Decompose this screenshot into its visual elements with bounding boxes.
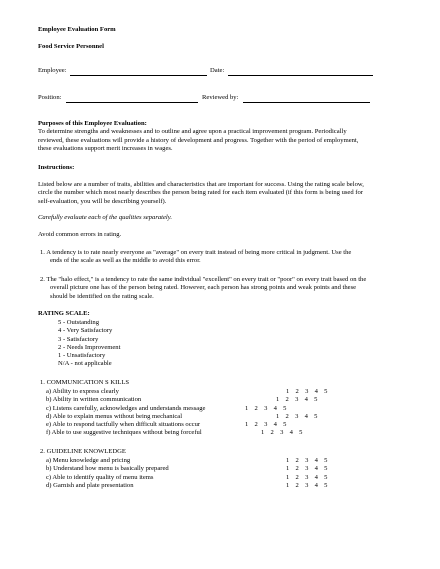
- list-item: [46, 474, 366, 482]
- date-field[interactable]: [228, 75, 373, 76]
- reviewed-by-field[interactable]: [243, 102, 370, 103]
- purpose-line: To determine strengths and weaknesses and to outline and agree upon a practical improvement program. Periodically: [38, 128, 347, 136]
- rating-numbers[interactable]: 1 2 3 4 5: [286, 465, 328, 473]
- item-label: f) Able to use suggestive techniques without being forceful: [46, 429, 202, 437]
- rating-numbers[interactable]: 1 2 3 4 5: [286, 457, 328, 464]
- instructions-text: [38, 181, 364, 206]
- rating-scale-item: 3 - Satisfactory: [58, 335, 99, 343]
- form-title: Employee Evaluation Form: [38, 26, 116, 33]
- employee-label: Employee:: [38, 67, 67, 74]
- item-label: c) Listens carefully, acknowledges and understands message: [46, 404, 206, 412]
- instructions-heading: Instructions:: [38, 164, 75, 171]
- rating-numbers[interactable]: 1 2 3 4 5: [286, 388, 328, 395]
- rating-numbers[interactable]: 1 2 3 4 5: [286, 481, 328, 489]
- rating-numbers[interactable]: 1 2 3 4 5: [276, 396, 318, 404]
- list-item: [46, 429, 366, 437]
- section-title-communication: 1. COMMUNICATION S KILLS: [40, 379, 130, 386]
- rating-numbers[interactable]: 1 2 3 4 5: [261, 429, 303, 437]
- rating-numbers[interactable]: 1 2 3 4 5: [245, 404, 287, 412]
- avoid-note: Avoid common errors in rating.: [38, 231, 122, 238]
- item-label: b) Ability in written communication: [46, 396, 142, 404]
- rating-scale-heading: RATING SCALE:: [38, 310, 90, 317]
- section-guideline-items: [46, 457, 366, 490]
- section-title-guideline: 2. GUIDELINE KNOWLEDGE: [40, 448, 126, 455]
- list-item: [46, 388, 366, 396]
- instructions-line: self-evaluation, you will be describing yourself).: [38, 197, 167, 205]
- rating-scale-item: 2 - Needs Improvement: [58, 343, 121, 351]
- rating-numbers[interactable]: 1 2 3 4 5: [245, 421, 287, 429]
- error-point-2-line: 2. The "halo effect," is a tendency to rate the same individual "excellent" on every trait or "poor" on every trait based on the: [40, 276, 367, 283]
- error-point-1-line: 1. A tendency is to rate nearly everyone as "average" on every trait instead of being more critical in judgment. Use the: [40, 249, 352, 256]
- instructions-line: circle the number which most nearly describes the person being rated for each item evaluated (if this form is being used for: [38, 189, 363, 197]
- purpose-line: these evaluations support merit increases in wages.: [38, 144, 173, 152]
- list-item: [46, 413, 366, 421]
- rating-numbers[interactable]: 1 2 3 4 5: [286, 473, 328, 481]
- error-point-1: [40, 249, 351, 266]
- purpose-line: reviewed, these evaluations will provide a history of development and progress. Together with the period of employment,: [38, 136, 359, 144]
- form-subtitle: Food Service Personnel: [38, 43, 104, 50]
- position-field[interactable]: [66, 102, 198, 103]
- item-label: a) Menu knowledge and pricing: [46, 457, 131, 464]
- list-item: [46, 396, 366, 404]
- rating-scale-item: 5 - Outstanding: [58, 319, 100, 326]
- purpose-heading: Purposes of this Employee Evaluation:: [38, 120, 147, 127]
- reviewed-by-label: Reviewed by:: [202, 94, 239, 101]
- item-label: d) Garnish and plate presentation: [46, 481, 134, 489]
- list-item: [46, 457, 366, 465]
- list-item: [46, 482, 366, 490]
- employee-field[interactable]: [70, 75, 207, 76]
- error-point-2-line: overall picture one has of the person being rated. However, each person has strong points and weak points and these: [50, 284, 357, 292]
- list-item: [46, 405, 366, 413]
- careful-note: Carefully evaluate each of the qualities separately.: [38, 214, 172, 221]
- item-label: b) Understand how menu is basically prepared: [46, 465, 169, 473]
- position-label: Position:: [38, 94, 62, 101]
- date-label: Date:: [210, 67, 225, 74]
- list-item: [46, 421, 366, 429]
- rating-scale-item: 4 - Very Satisfactory: [58, 327, 113, 335]
- list-item: [46, 465, 366, 473]
- item-label: e) Able to respond tactfully when difficult situations occur: [46, 421, 201, 429]
- rating-scale-item: N/A - not applicable: [58, 360, 112, 368]
- instructions-line: Listed below are a number of traits, abilities and characteristics that are important for success. Using the rating scale below,: [38, 181, 364, 188]
- item-label: d) Able to explain menus without being mechanical: [46, 412, 183, 420]
- item-label: c) Able to identify quality of menu items: [46, 473, 154, 481]
- section-communication-items: [46, 388, 366, 438]
- rating-scale-item: 1 - Unsatisfactory: [58, 352, 106, 360]
- rating-numbers[interactable]: 1 2 3 4 5: [276, 412, 318, 420]
- item-label: a) Ability to express clearly: [46, 388, 119, 395]
- error-point-2: [40, 276, 366, 301]
- error-point-2-line: should be identified on the rating scale.: [50, 292, 154, 300]
- error-point-1-line: ends of the scale as well as the middle to avoid this error.: [50, 257, 201, 265]
- purpose-section: [38, 120, 358, 153]
- rating-scale-list: [58, 319, 120, 369]
